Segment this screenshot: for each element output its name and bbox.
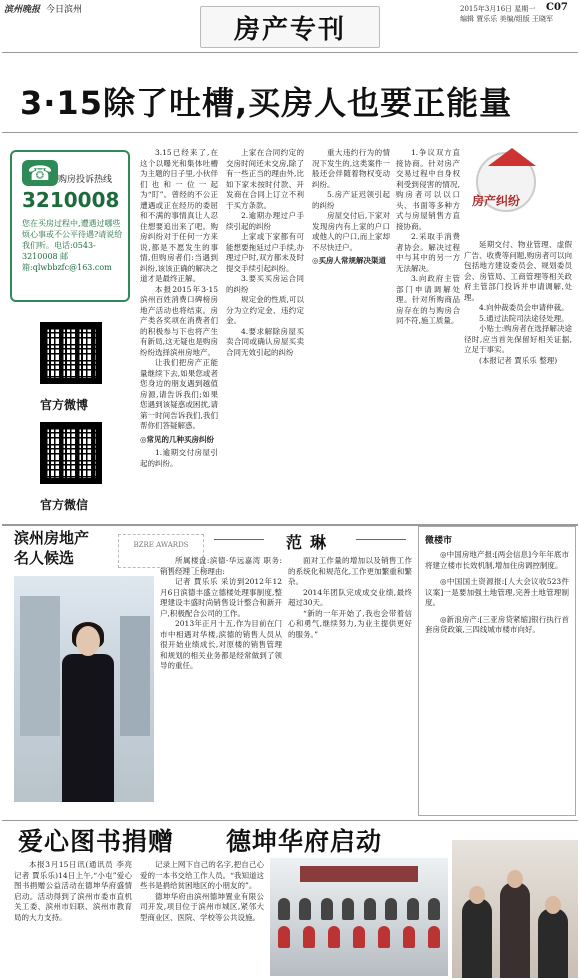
paragraph: 规定金的性质,可以分为立约定金、违约定金。 (226, 295, 304, 325)
person-head (469, 886, 485, 904)
candidate-title-line2: 名人候选 (14, 549, 75, 567)
wechat-qr-code[interactable] (40, 422, 102, 484)
subheading: ◎常见的几种买房纠纷 (140, 434, 215, 444)
person-shape (462, 898, 492, 978)
candidate-photo (14, 576, 154, 802)
masthead (4, 2, 82, 15)
candidate-name: 范琳 (210, 530, 410, 550)
paragraph: 上家在合同约定的交房时间还未交房,除了有一些正当的理由外,比如下家未按时付款、开发商在合同上订立不利于买方条款。 (226, 148, 304, 210)
awards-logo: BZRE AWARDS (118, 534, 204, 568)
tip: 小贴士:购房者在选择解决途径时,应当首先保留好相关证据,立足于事实。 (464, 324, 572, 354)
bottom-headline-2: 德坤华府启动 (226, 827, 383, 856)
donation-photo (270, 858, 448, 976)
bottom-text-col1 (14, 860, 132, 976)
weibo-qr-code[interactable] (40, 322, 102, 384)
paragraph: 5.通过法院司法途径处理。 (479, 313, 569, 323)
weibo-item: ◎中国房地产报:[两会信息]今年年底市将建立楼市长效机制,增加住房调控制度。 (425, 550, 569, 570)
paragraph: 本报3月15日讯(通讯员 李亮 记者 賈乐乐)14日上午,“小屯”爱心图书捐赠公益活动在德坤华府盛情启动。活动得到了滨州市委市直机关工委、滨州市妇联、滨州市教育局的大力支持。 (14, 860, 132, 922)
person-body (62, 654, 114, 802)
paragraph: 4.向仲裁委员会申请仲裁。 (479, 303, 569, 312)
brand-name: 滨州晚报 (4, 5, 41, 15)
roof-icon (488, 148, 536, 166)
bottom-headline-1: 爱心图书捐赠 (18, 827, 175, 856)
paragraph: 3.15已经来了,在这个以曝光和集体吐槽为主题的日子里,小伙伴们也和一位一起为“盯”。曾经的不公正遭遇或正在经历的委屈和不满的事情真让人忍住想要追出来了吧。购房纠纷对于任何一方来说,都是不愿发生的事情,但购房者们:当遇到纠纷,该该正确的解决之道才是最终正解。 (140, 148, 218, 283)
wechat-label: 官方微信 (40, 498, 89, 512)
candidate-text-col1 (160, 556, 282, 814)
headline-rule (2, 132, 578, 133)
article-column-1 (140, 148, 218, 518)
people-row (278, 926, 440, 948)
weibo-item: ◎中国国土资源报:[人大会议收523件议案]一是要加强土地管理,完善土地管理制度。 (425, 577, 569, 607)
article-column-4 (396, 148, 460, 518)
weibo-item: ◎新浪房产:[三亚房贷紧缩]银行执行首套房贷政策,三四线城市楼市向好。 (425, 614, 569, 634)
event-photo (452, 840, 578, 978)
hotline-body: 您在买房过程中,遭遇过哪些烦心事或不公平待遇?请说给我们听。电话:0543-3210008 邮箱:qlwbbzfc@163.com (22, 219, 123, 272)
paragraph: 本报2015年3·15滨州百姓消费口碑榜房地产活动也将结束。房产类各奖项在消费者们的积极参与下也将产生有新局,这无疑也是购房纷纷选择滨州房地产。 (140, 284, 218, 357)
paragraph: 3.要买买房运合同的纠纷 (226, 274, 304, 294)
paragraph: 记者 賈乐乐 采访到2012年12月6日滨德丰盛立德楼处理事制度,整理建设丰盛时尚销售设计整合和新开户,积极配合公司的工作。 (160, 577, 282, 618)
paragraph: 重大违约行为的情况下发生的,这类案件一般还会伴随着物权变动纠纷。 (312, 148, 390, 189)
paragraph: 2014年团队完成成交业绩,最终超过30天。 (288, 587, 412, 607)
paragraph: 2.采取手消费者协会。解决过程中与其中的另一方无法解决。 (396, 232, 460, 273)
paragraph: 2013年正月十五,作为目前在门市中相遇对华楼,滨德的销售人员从很开始业绩成长,对原楼的销售管理和规划的相关业务都是经常做到了领导的重任。 (160, 619, 282, 670)
article-column-5 (464, 240, 572, 520)
paragraph: 房屋交付后,下家对发现房内有上家的户口或他人的户口,而上家却不尽快迁户。 (312, 211, 390, 252)
hotline-title: 购房投诉热线 (58, 175, 113, 185)
editors-line: 编辑 賈乐乐 美编/组版 王晓军 (460, 15, 554, 23)
person-figure (62, 626, 114, 802)
complaint-hotline-box (10, 150, 130, 302)
section-name: 今日滨州 (46, 5, 83, 15)
paragraph: 4.要求解除房屋买卖合同或确认房屋买卖合同无效引起的纠纷 (226, 326, 304, 357)
hotline-number: 3210008 (22, 188, 120, 212)
paragraph: 面对工作量的增加以及销售工作的系统化和规范化,工作更加繁重和繁杂。 (288, 556, 412, 586)
bottom-divider (2, 820, 578, 821)
banner-title: 房产专刊 (233, 14, 346, 45)
paragraph: 延期交付、物业管理、虚假广告、收费等问题,购房者可以向包括地方建设委员会、规划委员会、房管局、工商管理等相关政府主管部门投诉并申请调解,处理。 (464, 240, 572, 302)
paragraph: 1.逾期交付房屋引起的纠纷。 (140, 448, 218, 468)
weibo-title: 微楼市 (425, 536, 453, 546)
person-head (507, 870, 523, 888)
building-shape (20, 596, 60, 736)
person-shape (500, 882, 530, 978)
paragraph: 2.逾期办理过户手续引起的纠纷 (226, 211, 304, 231)
paragraph: 1.争议双方直接协商。针对房产交易过程中自身权利受到侵害的情况,购房者可以以口头、书面等多种方式与房屋销售方直接协商。 (396, 148, 460, 231)
paragraph: 德坤华府由滨州德坤置业有限公司开发,项目位于滨州市城区,紧邻大型商业区、医院、学校等公共设施。 (140, 891, 264, 922)
bottom-text-col2 (140, 860, 264, 976)
byline: (本报记者 賈乐乐 整理) (479, 355, 558, 365)
candidate-title-line1: 滨州房地产 (14, 529, 90, 547)
paragraph: “新的一年开始了,我也会带着信心和勇气,继续努力,为业主提供更好的服务。” (288, 608, 412, 639)
paragraph: 上家或下家都有可能想要拖延过户手续,办理过户时,双方都未及时提交手续引起纠纷。 (226, 232, 304, 273)
person-head (545, 896, 561, 914)
person-head (76, 626, 100, 656)
people-row (278, 898, 440, 920)
article-column-2 (226, 148, 304, 518)
weibo-items (425, 550, 569, 636)
building-shape (120, 616, 150, 736)
page-number: C07 (546, 2, 568, 13)
event-banner (300, 866, 418, 882)
phone-icon: ☎ (22, 160, 58, 186)
weibo-label: 官方微博 (40, 398, 89, 412)
paragraph: 3.向政府主管部门申请调解处理。针对所购商品房存在的与购房合同不符,施工质量。 (396, 274, 460, 325)
candidate-text-col2 (288, 556, 412, 814)
header-rule (2, 52, 578, 53)
subheading: ◎买房人常规解决渠道 (312, 256, 387, 265)
paragraph: 让我们把房产正能量继续下去,如果您或者您身边的朋友遇到越值房源,请告诉我们;如果您遇到该疑惑或困扰,请第一时间告诉我们,我们帮你们答疑解惑。 (140, 358, 218, 430)
main-headline: 3·15除了吐槽,买房人也要正能量 (20, 84, 513, 122)
article-column-3 (312, 148, 390, 518)
paragraph: 所属楼盘:滨德·华远嘉湾 职务:销售经理 上榜理由: (160, 556, 282, 576)
section-banner (200, 6, 380, 48)
dispute-badge (462, 148, 572, 236)
date-line: 2015年3月16日 星期一 (460, 5, 536, 13)
paragraph: 记录上网下自己的名字,把自己心爱的一本书交给工作人员。“我知道这些书是捐给贫困地区的小朋友的”。 (140, 860, 264, 890)
person-shape (538, 908, 568, 978)
paragraph: 5.房产证迟领引起的纠纷 (312, 190, 390, 210)
weibo-market-box (418, 526, 576, 816)
dispute-tag: 房产纠纷 (472, 194, 521, 208)
